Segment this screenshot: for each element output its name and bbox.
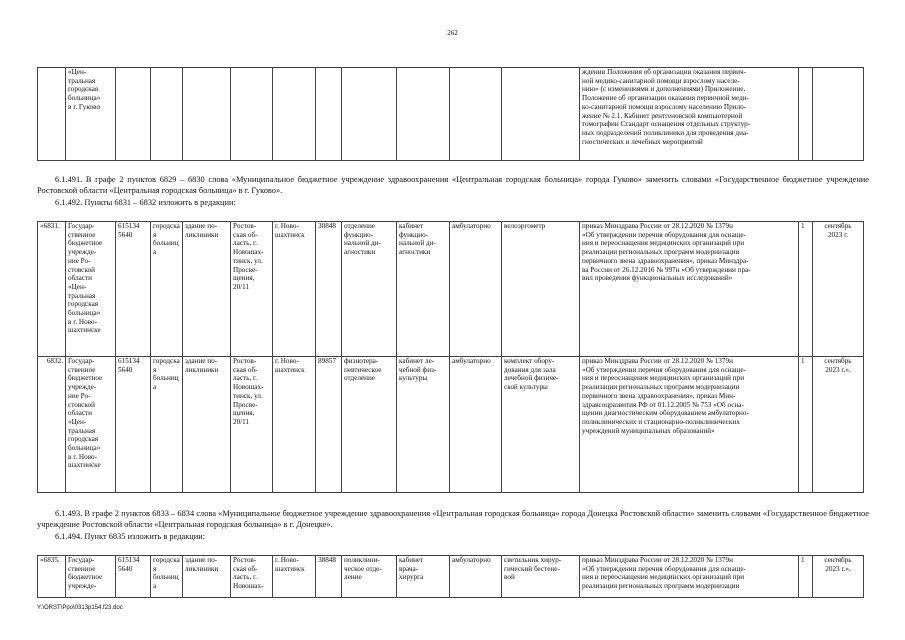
paragraph-6-1-494: 6.1.494. Пункт 6835 изложить в редакции: [55, 532, 206, 541]
paragraph-6-1-491: 6.1.491. В графе 2 пунктов 6829 – 6830 слова «Муниципальное бюджетное учреждение здравоохранения «Центральная городская больница» города Гуково» заменить словами «Государственное бюджетное учреждение Ростовской области «Центральная городская больница» в г. Гуково». [37, 175, 869, 196]
document-cell: приказ Минздрава России от 28.12.2020 № 1379н «Об утверждении перечня оборудования для оснаще- ния и переоснащения медицинских организаций при реализации региональных программ модернизации первичного звена здравоохранения», приказ Мин- здравсоцразвития РФ от 01.12.2005 № 753 «Об осна- щении диагностическим оборудованием амбулаторно- поликлинических и стационарно-поликлинических учреждений муниципальных образований» [580, 357, 799, 493]
org-cell: Государ- ственное бюджетное учрежде- ние Ро- стовской области «Цен- тральная городская больница» в г. Ново- шахтинске [66, 357, 116, 493]
date-cell: сентябрь 2023 г. [813, 222, 864, 357]
address-cell: Ростов- ская об- ласть, г. Новошах- [231, 556, 273, 598]
page-number: 262 [447, 29, 458, 37]
code-cell: 615134 5640 [116, 357, 151, 493]
city-cell: г. Ново- шахтинск [273, 357, 316, 493]
org-cell: «Цен- тральная городская больница» в г. Гуково [66, 68, 116, 161]
table-row [38, 556, 864, 598]
building-type-cell: здание по- ликлиники [183, 222, 231, 357]
file-path-footer: Y:\ORST\Ppo\0313p154.f23.doc [37, 605, 123, 611]
equipment-cell: светильник хирур- гический бестене- вой [502, 556, 580, 598]
room-cell: кабинет функцио- нальной ди- агностики [397, 222, 450, 357]
department-cell: отделение функцио- нальной ди- агностики [342, 222, 397, 357]
table-top-continuation [37, 67, 864, 161]
paragraph-6-1-492: 6.1.492. Пункты 6831 – 6832 изложить в редакции: [55, 198, 236, 207]
table-row [38, 222, 864, 357]
equipment-cell: велоэргометр [502, 222, 580, 357]
org-cell: Государ- ственное бюджетное учрежде- ние Ро- стовской области «Цен- тральная городская больница» в г. Ново- шахтинске [66, 222, 116, 357]
building-cell: городская больница [151, 222, 183, 357]
city-cell: г. Ново- шахтинск [273, 556, 316, 598]
code-cell: 615134 5640 [116, 222, 151, 357]
date-cell: сентябрь 2023 г.». [813, 357, 864, 493]
paragraph-6-1-493: 6.1.493. В графе 2 пунктов 6833 – 6834 слова «Муниципальное бюджетное учреждение здравоохранения «Центральная городская больница» города Донецка Ростовской области» заменить словами «Государственное бюджетное учреждение Ростовской области «Центральная городская больница» в г. Донецке». [37, 509, 869, 530]
item-number: 6832. [38, 357, 66, 493]
item-number: «6831. [38, 222, 66, 357]
care-type-cell: амбулаторно [450, 556, 502, 598]
room-cell: кабинет ле- чебной физ- культуры [397, 357, 450, 493]
building-type-cell: здание по- ликлиники [183, 357, 231, 493]
city-cell: г. Ново- шахтинск [273, 222, 316, 357]
document-cell: приказ Минздрава России от 28.12.2020 № 1379н «Об утверждении перечня оборудования для оснаще- ния и переоснащения медицинских организаций при реализации региональных программ модернизации [580, 556, 799, 598]
building-type-cell: здание по- ликлиники [183, 556, 231, 598]
department-cell: физиотера- певтическое отделение [342, 357, 397, 493]
table-items-6831-6832 [37, 221, 864, 493]
care-type-cell: амбулаторно [450, 222, 502, 357]
quantity-cell: 1 [799, 357, 813, 493]
quantity-cell: 1 [799, 556, 813, 598]
care-type-cell: амбулаторно [450, 357, 502, 493]
quantity-cell: 1 [799, 222, 813, 357]
equipment-cell: комплект обору- дования для зала лечебной физиче- ской культуры [502, 357, 580, 493]
room-cell: кабинет врача- хирурга [397, 556, 450, 598]
building-cell: городская больница [151, 357, 183, 493]
document-cell: приказ Минздрава России от 28.12.2020 № 1379н «Об утверждении перечня оборудования для оснаще- ния и переоснащения медицинских организаций при реализации региональных программ модернизации первичного звена здравоохранения», приказ Минздра- ва России от 26.12.2016 № 997н «Об утверждении пра- вил проведения функциональных исследований» [580, 222, 799, 357]
building-cell: городская больница [151, 556, 183, 598]
address-cell: Ростов- ская об- ласть, г. Новошах- тинск, ул. Просве- щения, 20/11 [231, 222, 273, 357]
date-cell: сентябрь 2023 г.». [813, 556, 864, 598]
zip-cell: 38848 [316, 222, 342, 357]
item-number: «6835. [38, 556, 66, 598]
zip-cell: 38848 [316, 556, 342, 598]
table-row [38, 357, 864, 493]
table-item-6835 [37, 555, 864, 598]
code-cell: 615134 5640 [116, 556, 151, 598]
doc-cell: ждении Положения об организации оказания первич- ной медико-санитарной помощи взрослому населе- нию» (с изменениями и дополнениями) Приложение. Положение об организации оказания первичной меди- ко-санитарной помощи взрослому населению Прило- жение № 2.1. Кабинет рентгеновской компьютерной томографии Стандарт оснащения отдельных структур- ных подразделений поликлиники для проведения диа- гностических и лечебных мероприятий [580, 68, 799, 161]
address-cell: Ростов- ская об- ласть, г. Новошах- тинск, ул. Просве- щения, 20/11 [231, 357, 273, 493]
zip-cell: 89857 [316, 357, 342, 493]
org-cell: Государ- ственное бюджетное учрежде- [66, 556, 116, 598]
table-row [38, 68, 864, 161]
department-cell: поликлини- ческое отде- ление [342, 556, 397, 598]
